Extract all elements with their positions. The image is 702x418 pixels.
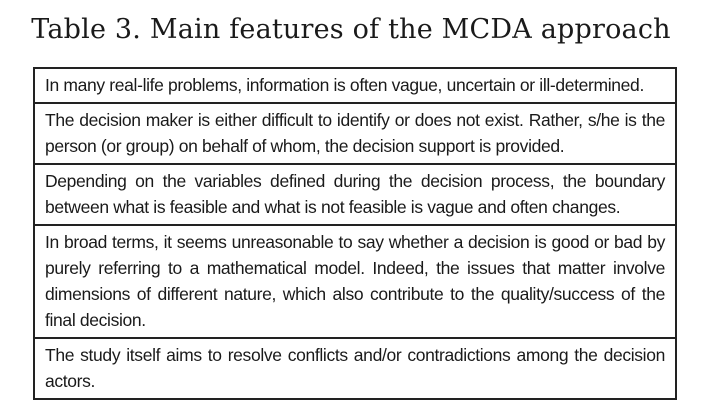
table-row: In many real-life problems, information is often vague, uncertain or ill-determined. [45, 75, 644, 95]
table-row: The study itself aims to resolve conflicts and/or contradictions among the decision actors. [35, 337, 675, 398]
features-table [33, 67, 677, 400]
table-row: Depending on the variables defined during the decision process, the boundary between what is feasible and what is not feasible is vague and often changes. [35, 163, 675, 224]
table-title: Table 3. Main features of the MCDA approach [31, 14, 671, 45]
table-row: In broad terms, it seems unreasonable to say whether a decision is good or bad by purely referring to a mathematical model. Indeed, the issues that matter involve dimensions of different nature, which also contribute to the quality/success of the final decision. [35, 224, 675, 337]
table-row: The decision maker is either difficult to identify or does not exist. Rather, s/he is the person (or group) on behalf of whom, the decision support is provided. [35, 102, 675, 163]
